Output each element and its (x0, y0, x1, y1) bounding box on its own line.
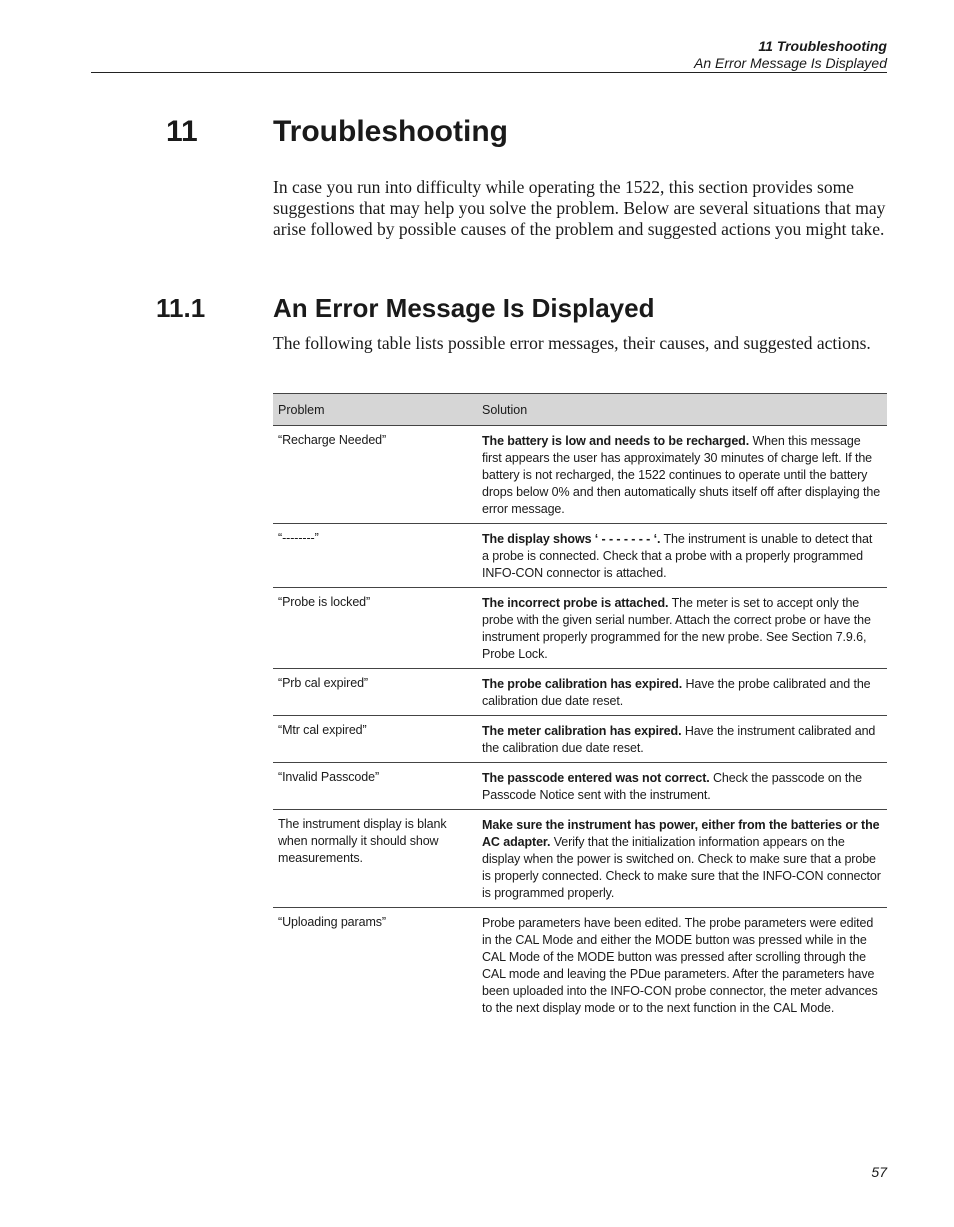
running-header-section: An Error Message Is Displayed (694, 55, 887, 71)
problem-cell: “Prb cal expired” (273, 669, 477, 716)
solution-cell (477, 716, 887, 763)
solution-cell (477, 810, 887, 908)
problem-cell: “Mtr cal expired” (273, 716, 477, 763)
solution-cell (477, 763, 887, 810)
problem-cell: “Invalid Passcode” (273, 763, 477, 810)
solution-cell (477, 524, 887, 588)
solution-column-header: Solution (477, 394, 887, 426)
problem-cell: “Uploading params” (278, 915, 386, 929)
table-row (273, 588, 887, 669)
table-row (273, 810, 887, 908)
chapter-number: 11 (166, 115, 198, 148)
section-title: An Error Message Is Displayed (273, 293, 655, 323)
problem-cell: “--------” (273, 524, 477, 588)
solution-lead: The incorrect probe is attached. (482, 596, 669, 610)
problem-column-header: Problem (273, 394, 477, 426)
section-intro: The following table lists possible error messages, their causes, and suggested actions. (273, 333, 871, 353)
solution-text: The meter is set to accept only the probe with the given serial number. Attach the correct probe or have the instrument properly programmed for the new probe. See Section 7.9.6, Probe Lock. (482, 596, 871, 661)
problem-cell: The instrument display is blank when normally it should show measurements. (273, 810, 477, 908)
solution-lead: The meter calibration has expired. (482, 724, 682, 738)
solution-cell (477, 426, 887, 524)
solution-text: The instrument is unable to detect that a probe is connected. Check that a probe with a properly programmed INFO-CON connector is attached. (482, 532, 873, 580)
problem-cell: “Probe is locked” (273, 588, 477, 669)
solution-text: Verify that the initialization information appears on the display when the power is switched on. Check to make sure that a probe is properly connected. Check to make sure that the INFO-CON connector is programmed properly. (482, 835, 881, 900)
solution-lead: The probe calibration has expired. (482, 677, 683, 691)
table-row (273, 669, 887, 716)
error-message-table (273, 393, 887, 1022)
problem-cell: “Recharge Needed” (273, 426, 477, 524)
table-row (273, 908, 887, 1023)
solution-text: Probe parameters have been edited. The probe parameters were edited in the CAL Mode and either the MODE button was pressed while in the CAL Mode of the MODE button was pressed after scrolling through the CAL mode and leaving the PDue parameters. After the parameters have been uploaded into the INFO-CON probe connector, the meter advances to the next display mode or to the next function in the CAL Mode. (482, 916, 878, 1015)
solution-lead: Make sure the instrument has power, either from the batteries or the AC adapter. (482, 818, 880, 849)
solution-text: When this message first appears the user has approximately 30 minutes of charge left. If the battery is not recharged, the 1522 continues to operate until the battery drops below 0% and then automatically shuts itself off after displaying the error message. (482, 434, 881, 516)
table-header-row (273, 394, 887, 426)
header-rule (91, 72, 887, 73)
solution-lead: The passcode entered was not correct. (482, 771, 710, 785)
solution-cell (477, 669, 887, 716)
chapter-title: Troubleshooting (273, 115, 508, 148)
chapter-intro: In case you run into difficulty while operating the 1522, this section provides some suggestions that may help you solve the problem. Below are several situations that may arise followed by possible causes of the problem and suggested actions you might take. (273, 177, 886, 239)
solution-text: Have the instrument calibrated and the calibration due date reset. (482, 724, 876, 755)
table-row (273, 763, 887, 810)
running-header (694, 38, 887, 72)
section-number: 11.1 (156, 293, 206, 323)
table-row (273, 426, 887, 524)
solution-text: Check the passcode on the Passcode Notice sent with the instrument. (482, 771, 862, 802)
solution-cell (477, 908, 887, 1023)
table-row (273, 524, 887, 588)
solution-cell (477, 588, 887, 669)
table-row (273, 716, 887, 763)
solution-lead: The display shows ‘ - - - - - - - ‘. (482, 532, 661, 546)
solution-lead: The battery is low and needs to be recharged. (482, 434, 750, 448)
running-header-chapter: 11 Troubleshooting (758, 38, 887, 54)
solution-text: Have the probe calibrated and the calibration due date reset. (482, 677, 871, 708)
page-number: 57 (871, 1164, 887, 1180)
